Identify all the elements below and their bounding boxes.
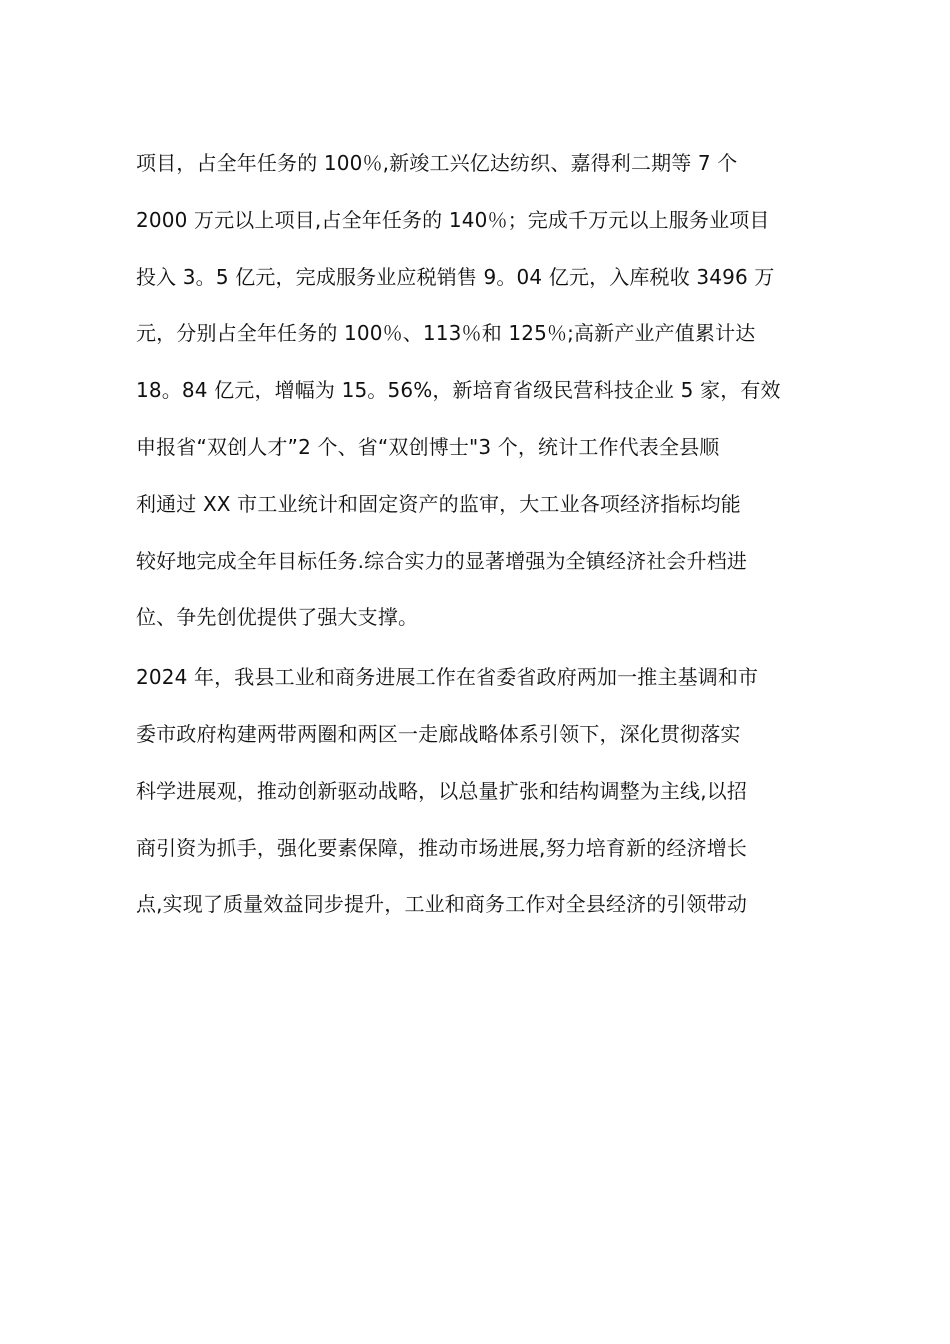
text-line: 申报省“双创人才”2 个、省“双创博士"3 个，统计工作代表全县顺: [136, 434, 720, 459]
text-line: 2024 年，我县工业和商务进展工作在省委省政府两加一推主基调和市: [136, 665, 759, 690]
paragraph-2: [136, 654, 826, 938]
text-line: 点,实现了质量效益同步提升，工业和商务工作对全县经济的引领带动: [136, 892, 748, 917]
text-line: 投入 3。5 亿元，完成服务业应税销售 9。04 亿元，入库税收 3496 万: [136, 264, 775, 289]
text-line: 2000 万元以上项目,占全年任务的 140％；完成千万元以上服务业项目: [136, 207, 770, 232]
text-line: 位、争先创优提供了强大支撑。: [136, 605, 419, 630]
text-line: 项目，占全年任务的 100％,新竣工兴亿达纺织、嘉得利二期等 7 个: [136, 151, 738, 175]
text-line: 商引资为抓手，强化要素保障，推动市场进展,努力培育新的经济增长: [136, 835, 748, 860]
text-line: 科学进展观，推动创新驱动战略，以总量扩张和结构调整为主线,以招: [136, 778, 748, 803]
paragraph-1: [136, 140, 826, 651]
text-line: 利通过 XX 市工业统计和固定资产的监审，大工业各项经济指标均能: [136, 491, 741, 516]
text-line: 18。84 亿元，增幅为 15。56%，新培育省级民营科技企业 5 家，有效: [136, 378, 781, 403]
text-line: 委市政府构建两带两圈和两区一走廊战略体系引领下，深化贯彻落实: [136, 721, 741, 746]
document-body: [136, 140, 826, 938]
text-line: 较好地完成全年目标任务.综合实力的显著增强为全镇经济社会升档进: [136, 548, 748, 573]
text-line: 元，分别占全年任务的 100％、113％和 125％;高新产业产值累计达: [136, 321, 756, 346]
